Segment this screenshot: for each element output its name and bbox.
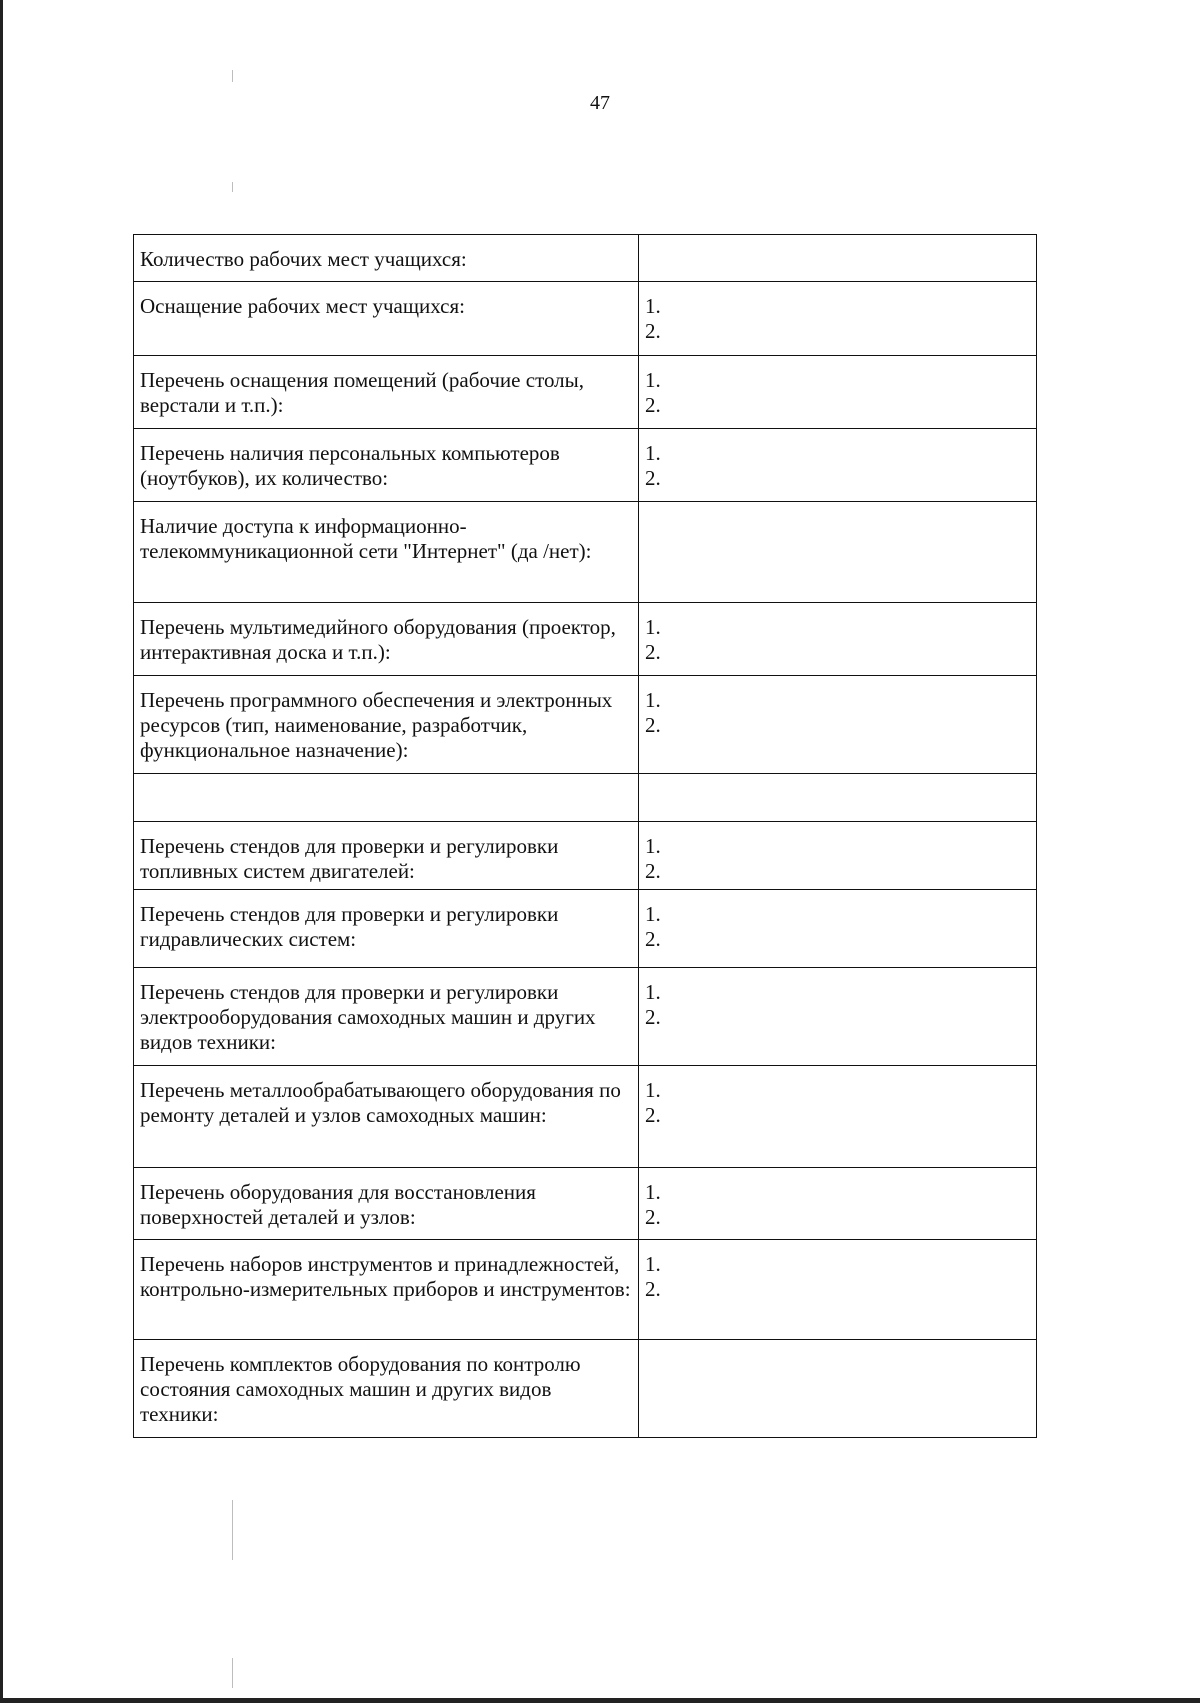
list-item-number: 1. xyxy=(645,834,661,858)
row-label: Наличие доступа к информационно-телекоммуникационной сети "Интернет" (да /нет): xyxy=(134,502,639,603)
scan-artifact-mark xyxy=(232,70,233,82)
row-label: Перечень программного обеспечения и электронных ресурсов (тип, наименование, разработчик, функциональное назначение): xyxy=(134,676,639,774)
scan-artifact-mark xyxy=(232,1658,233,1688)
row-value-cell xyxy=(639,356,1037,429)
list-item-number: 1. xyxy=(645,368,661,392)
row-value-cell xyxy=(639,890,1037,968)
list-item-number: 2. xyxy=(645,1005,661,1029)
list-item-number: 2. xyxy=(645,1205,661,1229)
table-row xyxy=(134,890,1037,968)
list-item-number: 1. xyxy=(645,1180,661,1204)
list-item-number: 2. xyxy=(645,1277,661,1301)
list-item-number: 2. xyxy=(645,640,661,664)
row-label: Перечень оснащения помещений (рабочие столы, верстали и т.п.): xyxy=(134,356,639,429)
list-item-number: 2. xyxy=(645,859,661,883)
row-value-cell xyxy=(639,603,1037,676)
table-row xyxy=(134,774,1037,822)
row-value-cell xyxy=(639,822,1037,890)
table-row xyxy=(134,356,1037,429)
list-item-number: 1. xyxy=(645,902,661,926)
table-row xyxy=(134,1168,1037,1240)
row-label: Количество рабочих мест учащихся: xyxy=(134,235,639,282)
list-item-number: 2. xyxy=(645,927,661,951)
equipment-form-table xyxy=(133,234,1037,1438)
table-row xyxy=(134,282,1037,356)
table-row xyxy=(134,1340,1037,1438)
row-value-cell xyxy=(639,282,1037,356)
row-label: Перечень комплектов оборудования по контролю состояния самоходных машин и других видов техники: xyxy=(134,1340,639,1438)
scan-left-border xyxy=(0,0,3,1703)
row-label: Перечень стендов для проверки и регулировки топливных систем двигателей: xyxy=(134,822,639,890)
row-label: Перечень оборудования для восстановления поверхностей деталей и узлов: xyxy=(134,1168,639,1240)
row-label: Перечень стендов для проверки и регулировки электрооборудования самоходных машин и других видов техники: xyxy=(134,968,639,1066)
row-label: Перечень мультимедийного оборудования (проектор, интерактивная доска и т.п.): xyxy=(134,603,639,676)
table-row xyxy=(134,1066,1037,1168)
list-item-number: 1. xyxy=(645,615,661,639)
row-value-cell xyxy=(639,676,1037,774)
table-row xyxy=(134,603,1037,676)
list-item-number: 2. xyxy=(645,1103,661,1127)
row-label xyxy=(134,774,639,822)
list-item-number: 2. xyxy=(645,466,661,490)
table-row xyxy=(134,502,1037,603)
table-row xyxy=(134,676,1037,774)
row-value-cell xyxy=(639,1340,1037,1438)
scan-artifact-mark xyxy=(232,1500,233,1560)
page-number: 47 xyxy=(590,92,610,114)
row-value-cell xyxy=(639,968,1037,1066)
table-row xyxy=(134,1240,1037,1340)
row-value-cell xyxy=(639,774,1037,822)
table-row xyxy=(134,235,1037,282)
row-label: Перечень наличия персональных компьютеров (ноутбуков), их количество: xyxy=(134,429,639,502)
row-value-cell xyxy=(639,1066,1037,1168)
list-item-number: 1. xyxy=(645,1252,661,1276)
row-value-cell xyxy=(639,1168,1037,1240)
row-value-cell xyxy=(639,429,1037,502)
table-row xyxy=(134,429,1037,502)
scan-artifact-mark xyxy=(232,182,233,192)
list-item-number: 1. xyxy=(645,688,661,712)
row-value-cell xyxy=(639,1240,1037,1340)
list-item-number: 2. xyxy=(645,393,661,417)
row-value-cell xyxy=(639,235,1037,282)
list-item-number: 2. xyxy=(645,319,661,343)
row-label: Перечень стендов для проверки и регулировки гидравлических систем: xyxy=(134,890,639,968)
scan-bottom-border xyxy=(0,1698,1200,1703)
row-value-cell xyxy=(639,502,1037,603)
list-item-number: 1. xyxy=(645,1078,661,1102)
list-item-number: 1. xyxy=(645,294,661,318)
row-label: Перечень наборов инструментов и принадлежностей, контрольно-измерительных приборов и инструментов: xyxy=(134,1240,639,1340)
list-item-number: 2. xyxy=(645,713,661,737)
list-item-number: 1. xyxy=(645,441,661,465)
row-label: Оснащение рабочих мест учащихся: xyxy=(134,282,639,356)
row-label: Перечень металлообрабатывающего оборудования по ремонту деталей и узлов самоходных машин: xyxy=(134,1066,639,1168)
table-row xyxy=(134,822,1037,890)
table-row xyxy=(134,968,1037,1066)
list-item-number: 1. xyxy=(645,980,661,1004)
